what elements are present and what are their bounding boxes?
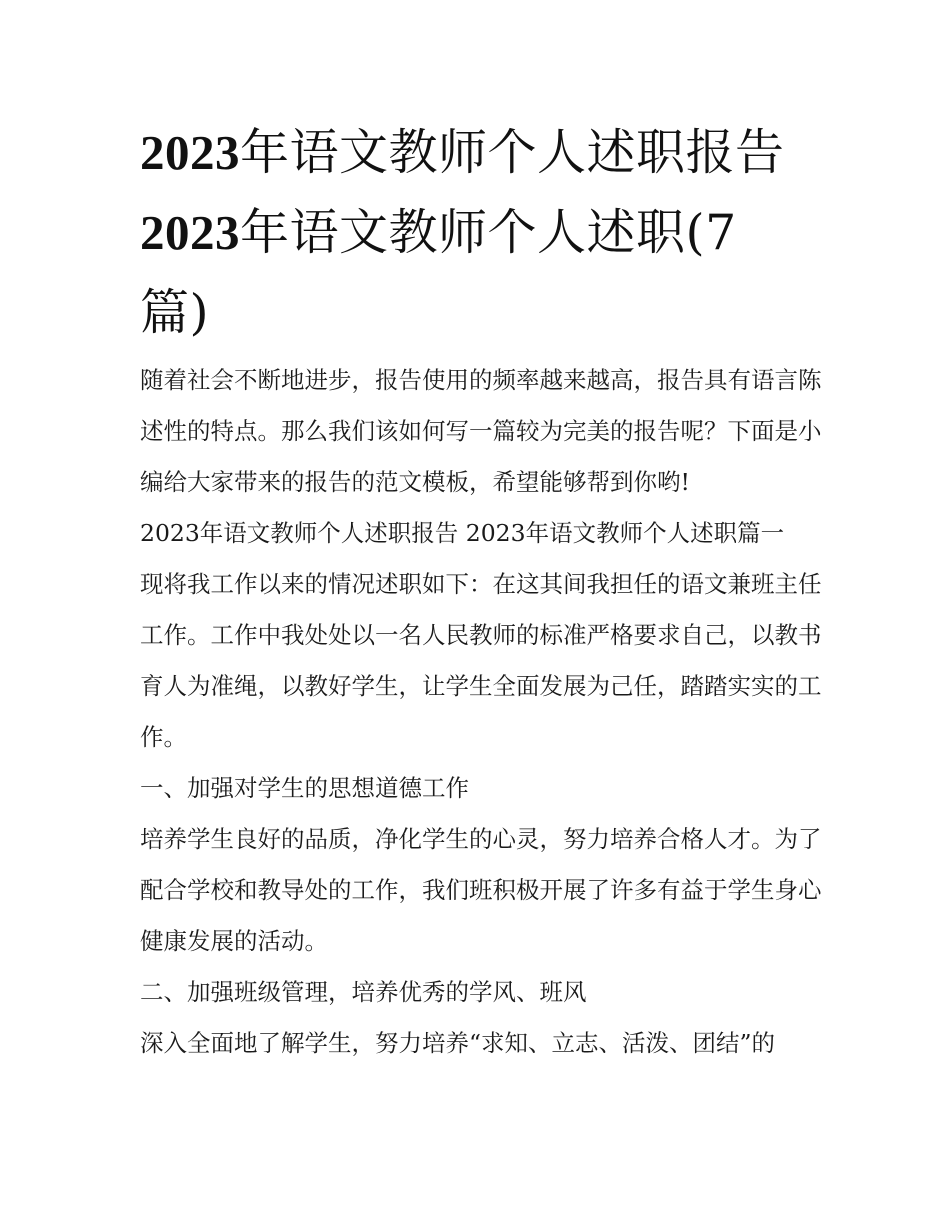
subsection-heading-2: 二、加强班级管理，培养优秀的学风、班风 (140, 978, 587, 1006)
body-paragraph: 培养学生良好的品质，净化学生的心灵，努力培养合格人才。为了配合学校和教导处的工作，我们班积极开展了许多有益于学生身心健康发展的活动。 (140, 825, 822, 955)
section-heading: 2023年语文教师个人述职报告 2023年语文教师个人述职篇一 (140, 519, 785, 547)
document-title (140, 113, 820, 353)
body-paragraph: 现将我工作以来的情况述职如下：在这其间我担任的语文兼班主任工作。工作中我处处以一名人民教师的标准严格要求自己，以教书育人为准绳，以教好学生，让学生全面发展为己任，踏踏实实的工作。 (140, 570, 822, 751)
body-paragraph: 深入全面地了解学生，努力培养“求知、立志、活泼、团结”的 (140, 1029, 776, 1057)
document-body (140, 355, 830, 1069)
title-line-2: 2023年语文教师个人述职(7 (140, 204, 737, 261)
subsection-heading-1: 一、加强对学生的思想道德工作 (140, 774, 469, 802)
title-line-3: 篇) (140, 284, 210, 341)
title-line-1: 2023年语文教师个人述职报告 (140, 124, 785, 181)
intro-paragraph: 随着社会不断地进步，报告使用的频率越来越高，报告具有语言陈述性的特点。那么我们该如何写一篇较为完美的报告呢？下面是小编给大家带来的报告的范文模板，希望能够帮到你哟! (140, 366, 822, 496)
